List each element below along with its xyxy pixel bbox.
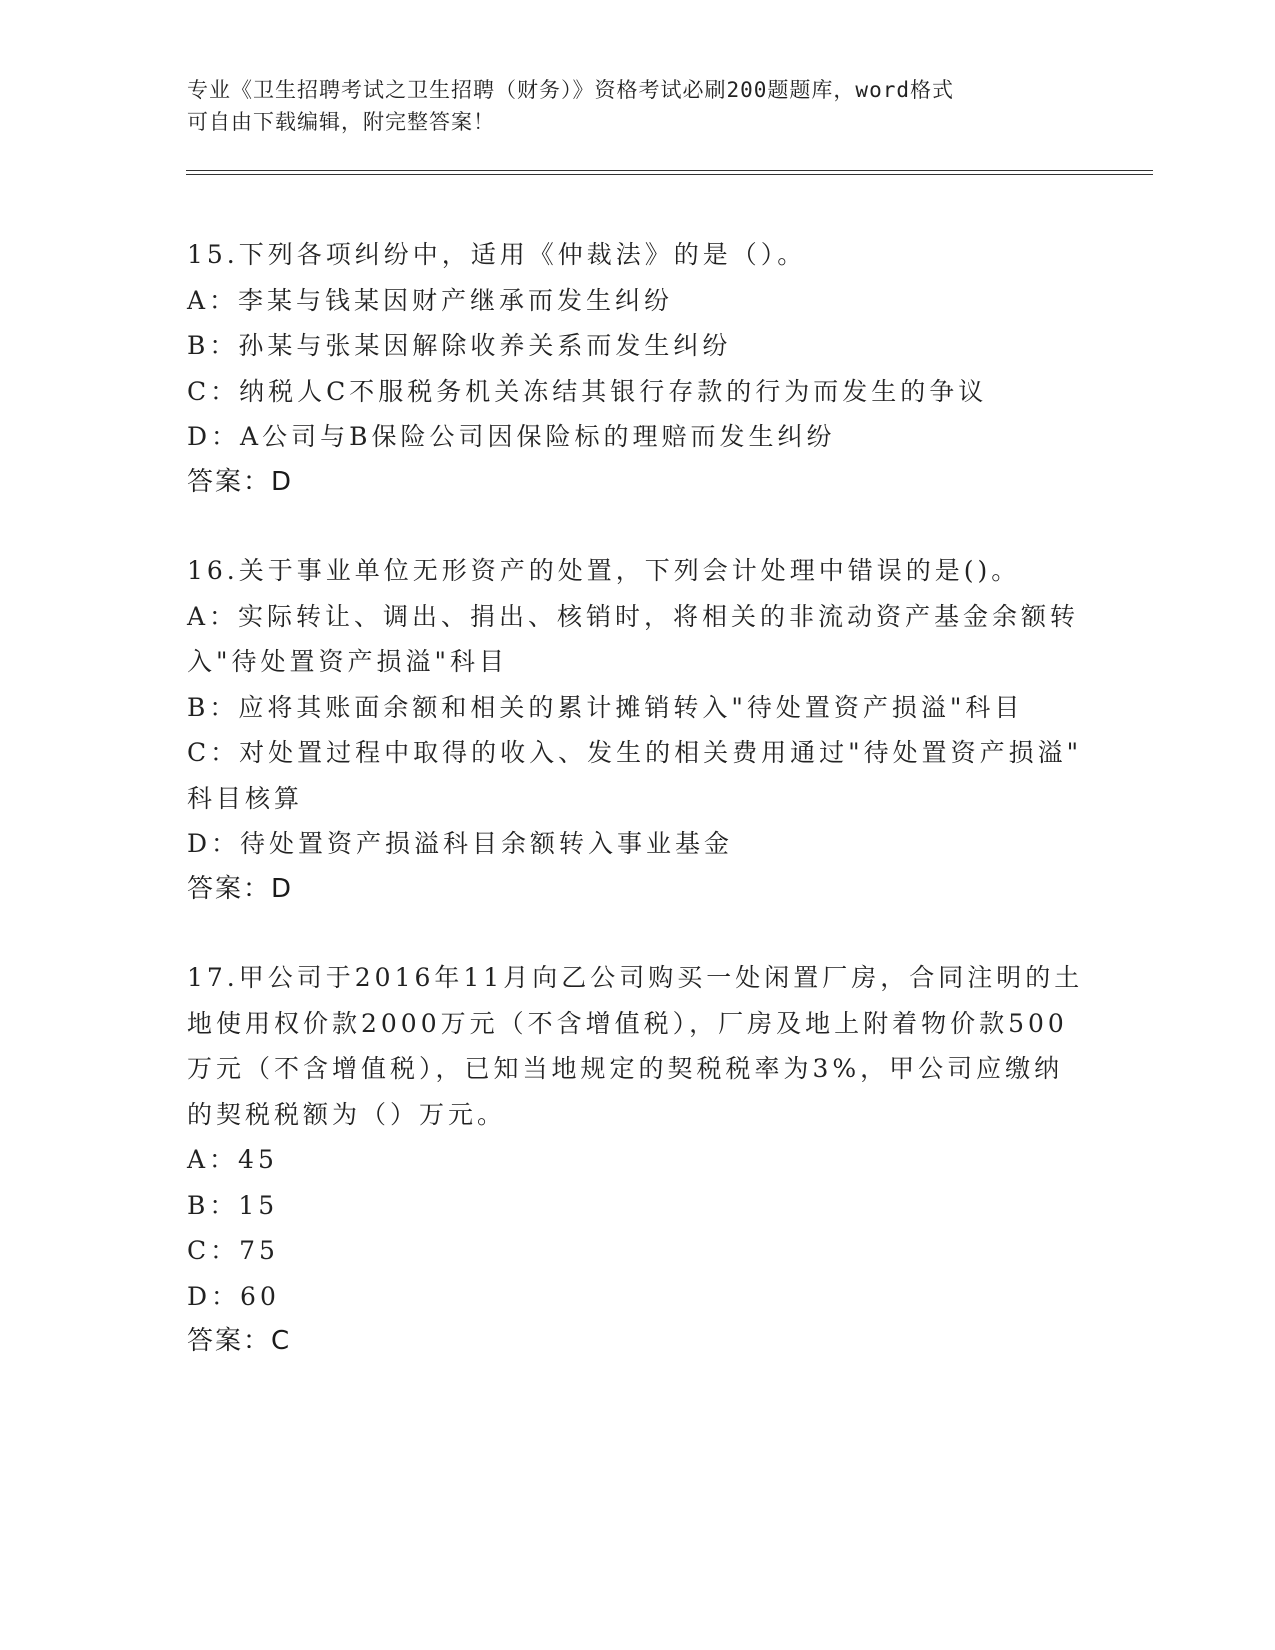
question-stem-line: 的契税税额为（）万元。: [187, 1099, 507, 1129]
answer-option: [187, 369, 1087, 415]
answer-option: [187, 1228, 1087, 1274]
answer-option-line: C：纳税人C不服税务机关冻结其银行存款的行为而发生的争议: [187, 376, 988, 406]
question-stem-line: 17.甲公司于2016年11月向乙公司购买一处闲置厂房，合同注明的土: [187, 963, 1084, 992]
answer-option-line: A：45: [187, 1145, 278, 1174]
answer-option-line: A：实际转让、调出、捐出、核销时，将相关的非流动资产基金余额转: [187, 601, 1080, 631]
question-list: [187, 232, 1087, 1408]
answer-option-line: C：75: [187, 1236, 279, 1265]
answer-option-line: C：对处置过程中取得的收入、发生的相关费用通过"待处置资产损溢": [187, 738, 1083, 767]
header-line-1: 专业《卫生招聘考试之卫生招聘（财务）》资格考试必刷200题题库，word格式: [187, 78, 954, 102]
question-stem-line: 15.下列各项纠纷中，适用《仲裁法》的是（）。: [187, 240, 807, 269]
question-stem-line: 16.关于事业单位无形资产的处置，下列会计处理中错误的是()。: [187, 556, 1021, 585]
answer-option: [187, 730, 1087, 821]
question-stem: [187, 548, 1087, 594]
header-line-2: 可自由下载编辑，附完整答案！: [187, 110, 495, 134]
question-block: [187, 955, 1087, 1365]
answer-option-line: D：60: [187, 1281, 280, 1311]
header-divider-bottom: [186, 174, 1153, 175]
answer-option-line: 科目核算: [187, 783, 304, 813]
answer-option: [187, 323, 1087, 369]
question-stem-line: 万元（不含增值税），已知当地规定的契税税率为3%，甲公司应缴纳: [187, 1054, 1064, 1083]
answer-option: [187, 1137, 1087, 1183]
answer-option: [187, 278, 1087, 324]
question-stem: [187, 232, 1087, 278]
answer-key: 答案：D: [187, 873, 294, 904]
header-divider-top: [186, 170, 1153, 171]
answer-key: 答案：C: [187, 1326, 292, 1356]
question-block: [187, 548, 1087, 912]
answer-option-line: D：A公司与B保险公司因保险标的理赔而发生纠纷: [187, 422, 836, 451]
answer-option-line: A：李某与钱某因财产继承而发生纠纷: [187, 285, 674, 315]
answer-option: [187, 594, 1087, 685]
question-stem: [187, 955, 1087, 1137]
answer-option: [187, 414, 1087, 460]
answer-option-line: B：15: [187, 1190, 279, 1220]
answer-option-line: B：孙某与张某因解除收养关系而发生纠纷: [187, 331, 732, 360]
answer-option: [187, 1274, 1087, 1320]
question-block: [187, 232, 1087, 505]
answer-option: [187, 685, 1087, 731]
answer-option-line: B：应将其账面余额和相关的累计摊销转入"待处置资产损溢"科目: [187, 692, 1024, 722]
answer-option-line: 入"待处置资产损溢"科目: [187, 647, 508, 676]
question-stem-line: 地使用权价款2000万元（不含增值税），厂房及地上附着物价款500: [187, 1008, 1068, 1038]
document-header: [187, 74, 1067, 138]
answer-option-line: D：待处置资产损溢科目余额转入事业基金: [187, 829, 734, 858]
answer-key: 答案：D: [187, 466, 294, 497]
answer-option: [187, 821, 1087, 867]
answer-option: [187, 1183, 1087, 1229]
